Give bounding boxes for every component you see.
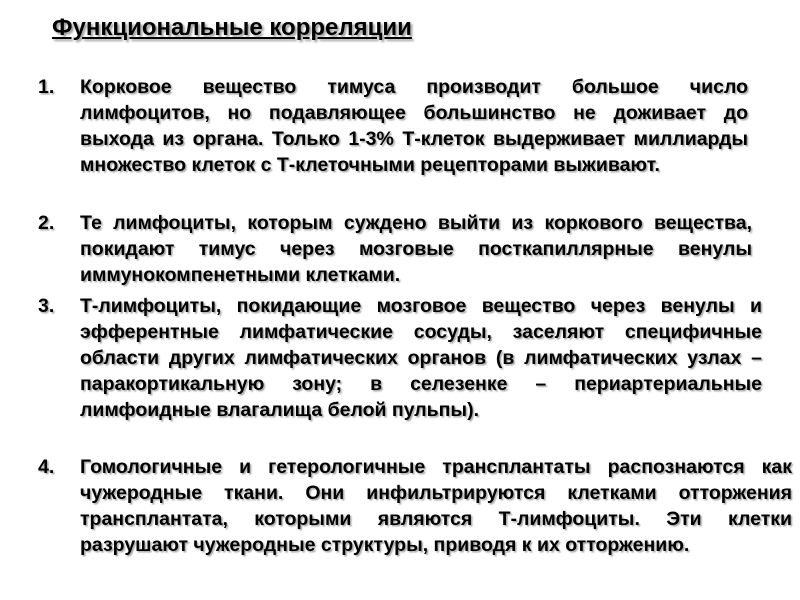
page-title: Функциональные корреляции (52, 14, 412, 41)
list-item-number: 2. (38, 212, 55, 234)
list-item-text: Т-лимфоциты, покидающие мозговое вещество через венулы и эфферентные лимфатические сосуды, заселяют специфичные области других лимфатических органов (в лимфатических узлах – паракортикальную зону; в селезенке – периартериальные лимфоидные влагалища белой пульпы). (80, 295, 762, 421)
list-item-number: 3. (38, 295, 55, 317)
list-item (0, 293, 762, 423)
list-item-text: Те лимфоциты, которым суждено выйти из коркового вещества, покидают тимус через мозговые посткапиллярные венулы иммунокомпенетными клетками. (80, 212, 752, 286)
list-item (0, 210, 752, 288)
list-item-number: 1. (38, 76, 55, 98)
list-item-text: Гомологичные и гетерологичные трансплантаты распознаются как чужеродные ткани. Они инфильтрируются клетками отторжения трансплантата, которыми являются Т-лимфоциты. Эти клетки разрушают чужеродные структуры, приводя к их отторжению. (80, 456, 792, 556)
list-item-number: 4. (38, 456, 55, 478)
list-item (0, 454, 792, 558)
list-item-text: Корковое вещество тимуса производит большое число лимфоцитов, но подавляющее большинство не доживает до выхода из органа. Только 1-3% Т-клеток выдерживает миллиарды множество клеток с Т-клеточными рецепторами выживают. (80, 76, 748, 176)
list-item (0, 74, 748, 178)
